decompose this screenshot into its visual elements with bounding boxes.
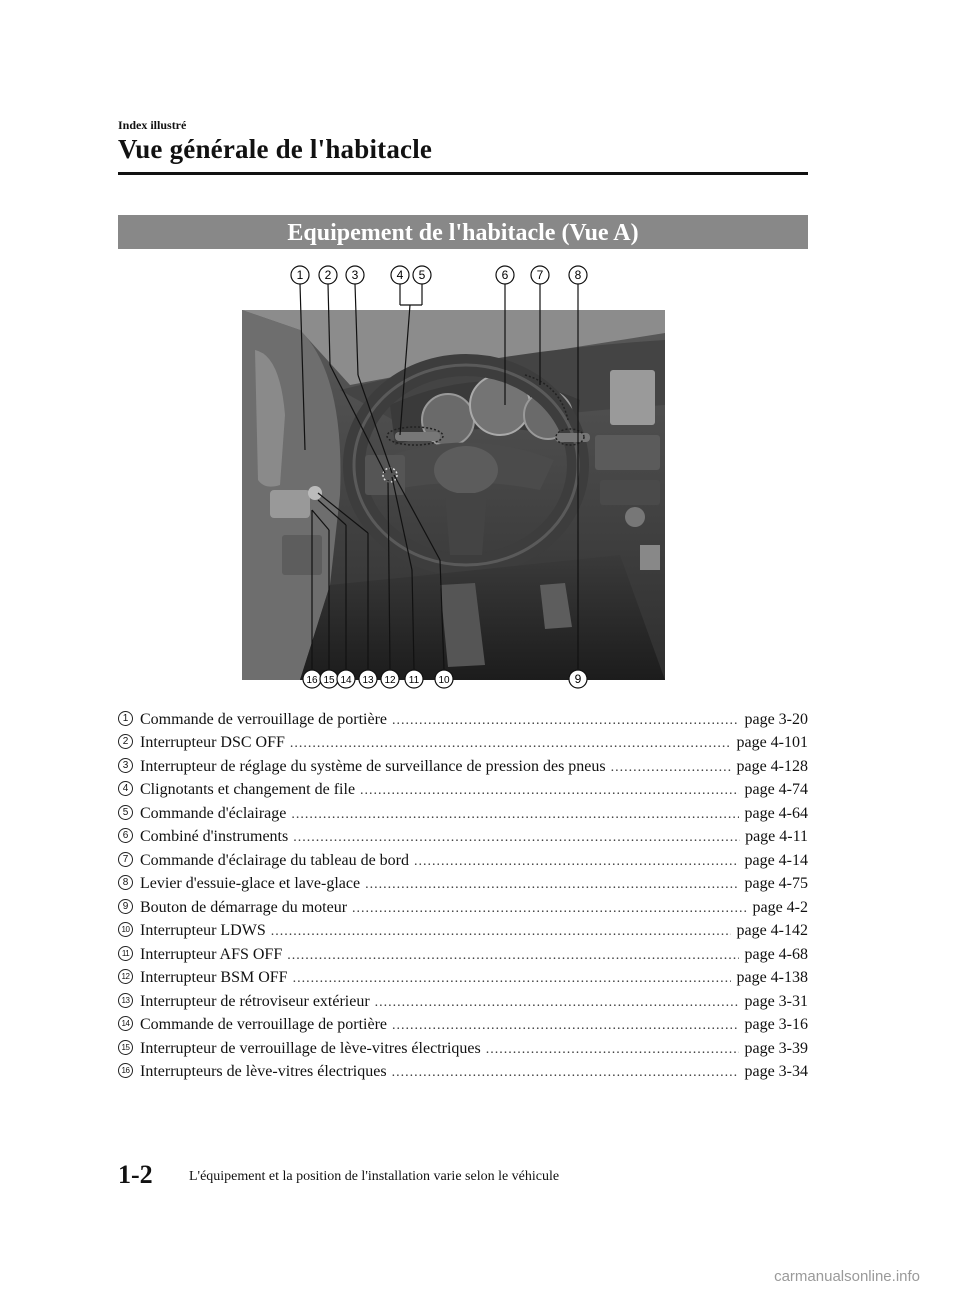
legend-item [118, 776, 808, 800]
leader-dots [293, 830, 740, 846]
leader-dots [414, 854, 739, 870]
legend-number: 8 [118, 875, 133, 890]
legend-item [118, 729, 808, 753]
legend-label: Interrupteur AFS OFF [140, 945, 283, 963]
leader-dots [360, 783, 739, 799]
legend-page-ref[interactable]: page 4-2 [752, 898, 808, 916]
title-rule [118, 172, 808, 175]
cabin-illustration [0, 255, 960, 695]
callout-10: 10 [438, 675, 450, 686]
legend-item [118, 752, 808, 776]
legend-number: 1 [118, 711, 133, 726]
section-label: Index illustré [118, 118, 187, 132]
leader-dots [287, 948, 739, 964]
legend-label: Interrupteur de réglage du système de surveillance de pression des pneus [140, 757, 606, 775]
legend-label: Interrupteurs de lève-vitres électriques [140, 1063, 387, 1080]
callout-3: 3 [351, 268, 359, 282]
legend-page-ref[interactable]: page 3-20 [744, 710, 808, 728]
legend-label: Interrupteur de rétroviseur extérieur [140, 992, 370, 1010]
callout-6: 6 [501, 268, 509, 282]
legend-label: Commande d'éclairage [140, 804, 287, 822]
watermark[interactable]: carmanualsonline.info [774, 1268, 920, 1285]
callout-1: 1 [296, 268, 304, 282]
legend-page-ref[interactable]: page 4-74 [744, 781, 808, 798]
legend-label: Clignotants et changement de file [140, 781, 356, 798]
legend-label: Levier d'essuie-glace et lave-glace [140, 875, 361, 892]
legend-page-ref[interactable]: page 4-138 [736, 969, 808, 986]
center-screen [610, 370, 655, 425]
leader-dots [392, 1018, 739, 1034]
legend-page-ref[interactable]: page 4-142 [736, 922, 808, 939]
legend-item [118, 846, 808, 870]
leader-dots [293, 971, 732, 987]
legend-page-ref[interactable]: page 3-34 [744, 1063, 808, 1080]
leader-dots [392, 713, 739, 729]
legend-number: 6 [118, 828, 133, 843]
legend-item [118, 705, 808, 729]
legend-page-ref[interactable]: page 4-14 [744, 851, 808, 869]
legend-page-ref[interactable]: page 4-128 [736, 757, 808, 775]
legend-item [118, 823, 808, 847]
legend-item [118, 893, 808, 917]
callout-13: 13 [362, 675, 374, 686]
callout-4: 4 [396, 268, 404, 282]
legend-number: 7 [118, 852, 133, 867]
legend-page-ref[interactable]: page 4-75 [744, 875, 808, 892]
legend-number: 11 [118, 946, 133, 961]
leader-dots [365, 877, 739, 893]
top-callouts [291, 266, 587, 284]
callout-16: 16 [306, 675, 318, 686]
legend-item [118, 987, 808, 1011]
legend-label: Interrupteur DSC OFF [140, 734, 285, 751]
legend-item [118, 917, 808, 941]
legend-page-ref[interactable]: page 3-16 [744, 1016, 808, 1033]
legend-item [118, 1034, 808, 1058]
legend-number: 5 [118, 805, 133, 820]
legend-number: 4 [118, 781, 133, 796]
leader-dots [486, 1042, 740, 1058]
legend-item [118, 870, 808, 894]
legend-item [118, 940, 808, 964]
legend-page-ref[interactable]: page 3-31 [744, 992, 808, 1010]
legend-page-ref[interactable]: page 3-39 [744, 1039, 808, 1057]
legend-label: Combiné d'instruments [140, 828, 289, 845]
legend-page-ref[interactable]: page 4-68 [744, 945, 808, 963]
leader-dots [392, 1065, 740, 1081]
leader-dots [290, 736, 732, 752]
legend-label: Interrupteur de verrouillage de lève-vitres électriques [140, 1039, 481, 1057]
legend-item [118, 1058, 808, 1082]
legend-label: Interrupteur LDWS [140, 922, 266, 939]
legend-label: Commande de verrouillage de portière [140, 710, 388, 728]
callout-12: 12 [384, 675, 396, 686]
callout-14: 14 [340, 675, 352, 686]
legend-number: 15 [118, 1040, 133, 1055]
leader-dots [291, 807, 739, 823]
legend-list [118, 705, 808, 1081]
legend-number: 3 [118, 758, 133, 773]
legend-label: Commande d'éclairage du tableau de bord [140, 851, 409, 869]
leader-dots [352, 901, 747, 917]
legend-number: 10 [118, 922, 133, 937]
legend-label: Bouton de démarrage du moteur [140, 898, 348, 916]
legend-page-ref[interactable]: page 4-11 [745, 828, 808, 845]
leader-dots [375, 995, 740, 1011]
footer-note: L'équipement et la position de l'installation varie selon le véhicule [189, 1169, 560, 1184]
callout-9: 9 [574, 672, 582, 686]
section-banner: Equipement de l'habitacle (Vue A) [118, 215, 808, 249]
legend-page-ref[interactable]: page 4-64 [744, 804, 808, 822]
callout-15: 15 [323, 675, 335, 686]
legend-number: 2 [118, 734, 133, 749]
legend-number: 12 [118, 969, 133, 984]
page-number: 1-2 [118, 1160, 153, 1189]
callout-2: 2 [324, 268, 332, 282]
page-title: Vue générale de l'habitacle [118, 134, 433, 164]
legend-number: 9 [118, 899, 133, 914]
legend-number: 13 [118, 993, 133, 1008]
legend-page-ref[interactable]: page 4-101 [736, 734, 808, 751]
legend-item [118, 799, 808, 823]
leader-dots [611, 760, 732, 776]
legend-number: 14 [118, 1016, 133, 1031]
legend-number: 16 [118, 1063, 133, 1078]
leader-dots [271, 924, 732, 940]
callout-7: 7 [536, 268, 544, 282]
legend-item [118, 964, 808, 988]
callout-8: 8 [574, 268, 582, 282]
legend-label: Interrupteur BSM OFF [140, 969, 288, 986]
callout-11: 11 [408, 675, 420, 686]
legend-label: Commande de verrouillage de portière [140, 1016, 388, 1033]
legend-item [118, 1011, 808, 1035]
callout-5: 5 [418, 268, 426, 282]
